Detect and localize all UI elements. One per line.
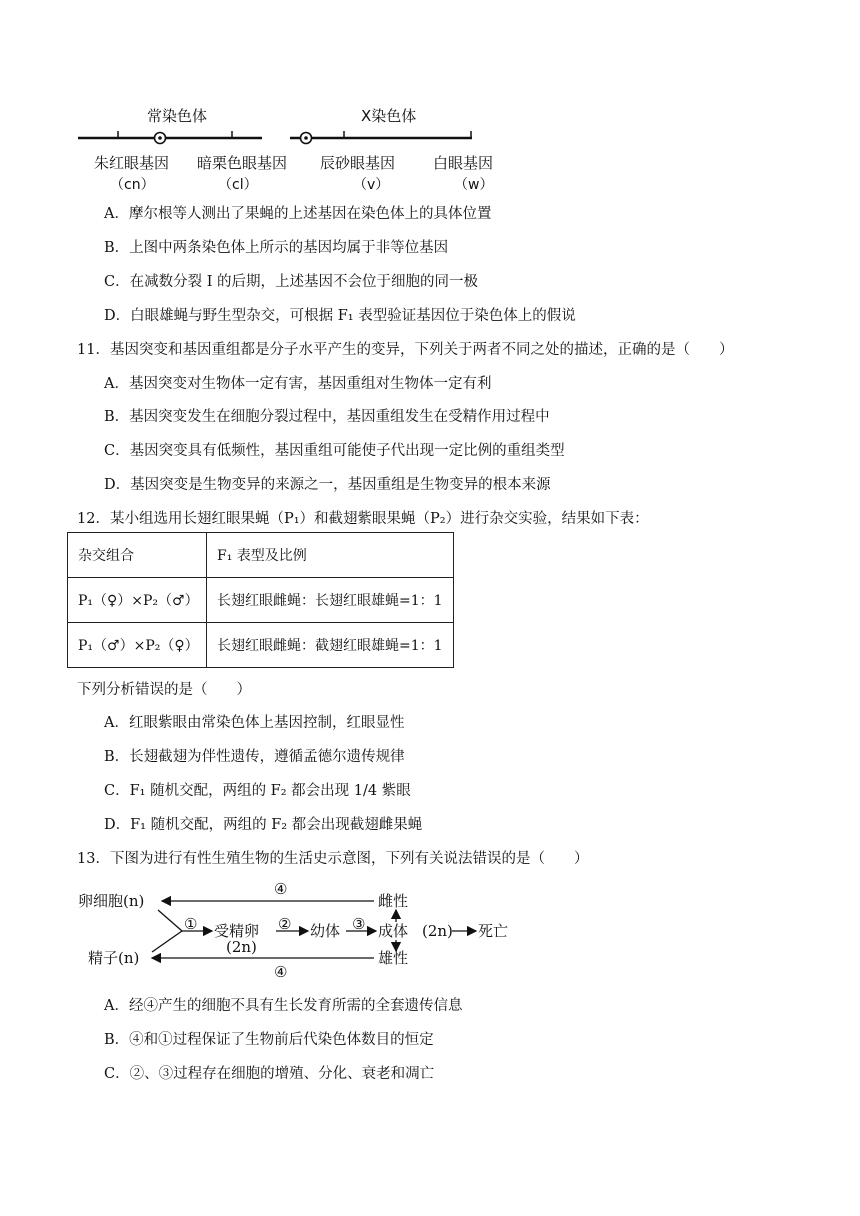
- death-label: 死亡: [478, 922, 509, 940]
- step2-label: ②: [278, 915, 292, 933]
- q13-stem: 13．下图为进行有性生殖生物的生活史示意图，下列有关说法错误的是（ ）: [77, 851, 589, 867]
- q10-option-d: D．白眼雄蝇与野生型杂交，可根据 F₁ 表型验证基因位于染色体上的假说: [104, 308, 576, 324]
- adult-ploidy: (2n): [422, 922, 453, 940]
- gene-w-name: 白眼基因: [433, 154, 494, 172]
- egg-label: 卵细胞(n): [78, 892, 145, 910]
- gene-w-symbol: （w）: [454, 177, 494, 193]
- q11-option-b: B．基因突变发生在细胞分裂过程中，基因重组发生在受精作用过程中: [104, 409, 550, 425]
- male-label: 雄性: [378, 949, 409, 967]
- chromosome-figure: [70, 100, 520, 200]
- gene-cn-symbol: （cn）: [110, 177, 155, 193]
- zygote-label: 受精卵: [214, 922, 260, 940]
- life-cycle-diagram: [70, 880, 530, 980]
- table-row: [68, 578, 454, 623]
- gene-cl-name: 暗栗色眼基因: [197, 154, 288, 172]
- gene-cn-name: 朱红眼基因: [94, 154, 170, 172]
- q12-stem: 12．某小组选用长翅红眼果蝇（P₁）和截翅紫眼果蝇（P₂）进行杂交实验，结果如下表：: [77, 511, 649, 527]
- gene-v-symbol: （v）: [353, 177, 390, 193]
- step3-label: ③: [352, 915, 366, 933]
- q11-option-d: D．基因突变是生物变异的来源之一，基因重组是生物变异的根本来源: [104, 477, 551, 493]
- sperm-label: 精子(n): [88, 949, 140, 967]
- q13-option-a: A．经④产生的细胞不具有生长发育所需的全套遗传信息: [104, 998, 463, 1014]
- q11-stem: 11．基因突变和基因重组都是分子水平产生的变异，下列关于两者不同之处的描述，正确的是（ ）: [77, 342, 734, 358]
- table-header-f1: F₁ 表型及比例: [207, 533, 454, 578]
- table-cell: 长翅红眼雌蝇：截翅红眼雄蝇=1：1: [207, 623, 454, 668]
- x-chromosome-title: X染色体: [361, 107, 417, 125]
- q12-option-a: A．红眼紫眼由常染色体上基因控制，红眼显性: [104, 715, 405, 731]
- q10-option-a: A．摩尔根等人测出了果蝇的上述基因在染色体上的具体位置: [104, 206, 492, 222]
- step4-top-label: ④: [274, 880, 288, 898]
- table-cell: P₁（♂）×P₂（♀）: [68, 623, 207, 668]
- table-header-cross: 杂交组合: [68, 533, 207, 578]
- q12-table: [67, 532, 454, 668]
- q12-sub-stem: 下列分析错误的是（ ）: [77, 682, 251, 698]
- table-cell: P₁（♀）×P₂（♂）: [68, 578, 207, 623]
- q13-option-c: C．②、③过程存在细胞的增殖、分化、衰老和凋亡: [104, 1066, 435, 1082]
- juvenile-label: 幼体: [310, 922, 341, 940]
- adult-label: 成体: [378, 922, 409, 940]
- gene-v-name: 辰砂眼基因: [320, 154, 396, 172]
- q11-option-c: C．基因突变具有低频性，基因重组可能使子代出现一定比例的重组类型: [104, 443, 565, 459]
- q10-option-c: C．在减数分裂 I 的后期，上述基因不会位于细胞的同一极: [104, 274, 479, 290]
- step4-bottom-label: ④: [274, 963, 288, 980]
- gene-cl-symbol: （cl）: [218, 177, 258, 193]
- table-cell: 长翅红眼雌蝇：长翅红眼雄蝇=1：1: [207, 578, 454, 623]
- q11-option-a: A．基因突变对生物体一定有害，基因重组对生物体一定有利: [104, 376, 492, 392]
- female-label: 雌性: [378, 892, 409, 910]
- q13-option-b: B．④和①过程保证了生物前后代染色体数目的恒定: [104, 1032, 434, 1048]
- q12-option-b: B．长翅截翅为伴性遗传，遵循孟德尔遗传规律: [104, 749, 405, 765]
- table-header-row: [68, 533, 454, 578]
- q10-option-b: B．上图中两条染色体上所示的基因均属于非等位基因: [104, 240, 449, 256]
- step1-label: ①: [184, 915, 198, 933]
- table-row: [68, 623, 454, 668]
- q12-option-c: C．F₁ 随机交配，两组的 F₂ 都会出现 1/4 紫眼: [104, 783, 411, 799]
- q12-option-d: D．F₁ 随机交配，两组的 F₂ 都会出现截翅雌果蝇: [104, 817, 423, 833]
- zygote-ploidy: (2n): [226, 938, 257, 956]
- autosome-title: 常染色体: [147, 107, 208, 125]
